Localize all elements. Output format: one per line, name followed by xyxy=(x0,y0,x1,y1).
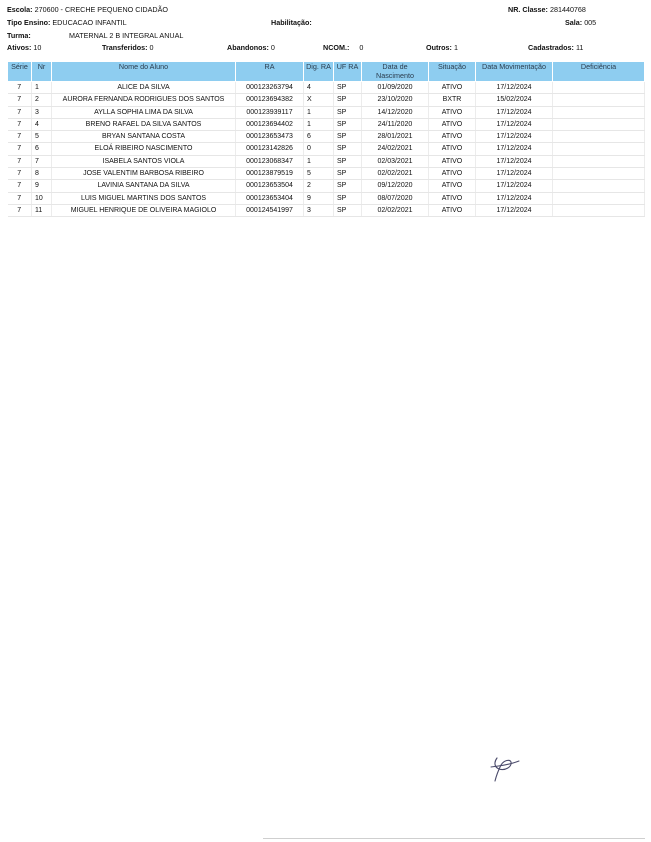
cell-uf-ra: SP xyxy=(334,82,362,94)
cell-serie: 7 xyxy=(8,155,32,167)
cell-movimentacao: 17/12/2024 xyxy=(476,180,553,192)
cell-uf-ra: SP xyxy=(334,204,362,216)
cell-dig-ra: X xyxy=(304,94,334,106)
cell-situacao: ATIVO xyxy=(429,106,476,118)
table-row xyxy=(8,180,645,192)
cell-nascimento: 24/11/2020 xyxy=(362,118,429,130)
outros-label: Outros: xyxy=(426,43,452,52)
table-row xyxy=(8,106,645,118)
table-row xyxy=(8,143,645,155)
cell-uf-ra: SP xyxy=(334,192,362,204)
cell-nascimento: 14/12/2020 xyxy=(362,106,429,118)
cell-situacao: ATIVO xyxy=(429,192,476,204)
table-row xyxy=(8,155,645,167)
cell-dig-ra: 5 xyxy=(304,168,334,180)
cell-nr: 8 xyxy=(32,168,52,180)
cell-ra: 000123142826 xyxy=(236,143,304,155)
cell-serie: 7 xyxy=(8,131,32,143)
cell-ra: 000123653504 xyxy=(236,180,304,192)
cell-deficiencia xyxy=(553,155,645,167)
abandonos-value: 0 xyxy=(270,43,275,52)
cell-nr: 9 xyxy=(32,180,52,192)
cell-nr: 10 xyxy=(32,192,52,204)
cell-serie: 7 xyxy=(8,94,32,106)
transferidos-field xyxy=(102,43,154,52)
cell-deficiencia xyxy=(553,82,645,94)
cell-nr: 6 xyxy=(32,143,52,155)
cell-movimentacao: 17/12/2024 xyxy=(476,168,553,180)
cell-ra: 000123263794 xyxy=(236,82,304,94)
cell-serie: 7 xyxy=(8,82,32,94)
cell-ra: 000123653473 xyxy=(236,131,304,143)
cell-nr: 2 xyxy=(32,94,52,106)
cell-nr: 11 xyxy=(32,204,52,216)
cell-dig-ra: 6 xyxy=(304,131,334,143)
cell-serie: 7 xyxy=(8,118,32,130)
cadastrados-label: Cadastrados: xyxy=(528,43,574,52)
cell-ra: 000123694382 xyxy=(236,94,304,106)
cell-ra: 000124541997 xyxy=(236,204,304,216)
cell-nome: JOSE VALENTIM BARBOSA RIBEIRO xyxy=(52,168,236,180)
cell-nome: ALICE DA SILVA xyxy=(52,82,236,94)
cell-serie: 7 xyxy=(8,143,32,155)
tipo-ensino-value: EDUCACAO INFANTIL xyxy=(52,18,127,27)
col-uf-ra: UF RA xyxy=(334,62,362,82)
cell-dig-ra: 2 xyxy=(304,180,334,192)
cell-movimentacao: 17/12/2024 xyxy=(476,143,553,155)
cell-dig-ra: 9 xyxy=(304,192,334,204)
abandonos-label: Abandonos: xyxy=(227,43,269,52)
cell-situacao: ATIVO xyxy=(429,204,476,216)
escola-label: Escola: xyxy=(7,5,33,14)
col-nr: Nr xyxy=(32,62,52,82)
ncom-value: 0 xyxy=(359,43,364,52)
cell-deficiencia xyxy=(553,94,645,106)
cadastrados-field xyxy=(528,43,583,52)
table-row xyxy=(8,82,645,94)
ncom-field xyxy=(323,43,363,52)
table-row xyxy=(8,168,645,180)
cell-ra: 000123694402 xyxy=(236,118,304,130)
cell-situacao: ATIVO xyxy=(429,118,476,130)
cell-ra: 000123653404 xyxy=(236,192,304,204)
cell-deficiencia xyxy=(553,204,645,216)
cell-uf-ra: SP xyxy=(334,94,362,106)
col-deficiencia: Deficiência xyxy=(553,62,645,82)
col-dig-ra: Dig. RA xyxy=(304,62,334,82)
cell-deficiencia xyxy=(553,131,645,143)
table-row xyxy=(8,204,645,216)
cell-uf-ra: SP xyxy=(334,131,362,143)
cell-movimentacao: 17/12/2024 xyxy=(476,118,553,130)
sala-value: 005 xyxy=(584,18,597,27)
turma-label: Turma: xyxy=(7,31,31,40)
cell-nome: ELOÁ RIBEIRO NASCIMENTO xyxy=(52,143,236,155)
habilitacao-label: Habilitação: xyxy=(271,18,312,27)
cell-serie: 7 xyxy=(8,204,32,216)
cell-nascimento: 08/07/2020 xyxy=(362,192,429,204)
cell-situacao: ATIVO xyxy=(429,168,476,180)
sala-field xyxy=(565,18,596,27)
cell-situacao: BXTR xyxy=(429,94,476,106)
col-movimentacao: Data Movimentação xyxy=(476,62,553,82)
turma-field xyxy=(7,31,31,40)
cell-nome: MIGUEL HENRIQUE DE OLIVEIRA MAGIOLO xyxy=(52,204,236,216)
cell-deficiencia xyxy=(553,106,645,118)
cell-nome: BRENO RAFAEL DA SILVA SANTOS xyxy=(52,118,236,130)
sala-label: Sala: xyxy=(565,18,583,27)
habilitacao-field xyxy=(271,18,312,27)
ativos-field xyxy=(7,43,41,52)
cell-movimentacao: 17/12/2024 xyxy=(476,106,553,118)
cell-nascimento: 01/09/2020 xyxy=(362,82,429,94)
cell-movimentacao: 15/02/2024 xyxy=(476,94,553,106)
signature-icon xyxy=(485,755,521,783)
cell-nome: AYLLA SOPHIA LIMA DA SILVA xyxy=(52,106,236,118)
cell-nome: LAVINIA SANTANA DA SILVA xyxy=(52,180,236,192)
transferidos-value: 0 xyxy=(149,43,154,52)
cell-nr: 1 xyxy=(32,82,52,94)
nr-classe-label: NR. Classe: xyxy=(508,5,548,14)
cell-nome: BRYAN SANTANA COSTA xyxy=(52,131,236,143)
cell-dig-ra: 1 xyxy=(304,155,334,167)
cell-deficiencia xyxy=(553,180,645,192)
cell-nascimento: 02/03/2021 xyxy=(362,155,429,167)
cell-deficiencia xyxy=(553,168,645,180)
cell-deficiencia xyxy=(553,118,645,130)
col-serie: Série xyxy=(8,62,32,82)
cell-serie: 7 xyxy=(8,180,32,192)
cell-uf-ra: SP xyxy=(334,118,362,130)
cell-movimentacao: 17/12/2024 xyxy=(476,192,553,204)
cell-deficiencia xyxy=(553,192,645,204)
table-row xyxy=(8,118,645,130)
abandonos-field xyxy=(227,43,275,52)
cell-nascimento: 02/02/2021 xyxy=(362,168,429,180)
cell-serie: 7 xyxy=(8,192,32,204)
table-row xyxy=(8,131,645,143)
ativos-value: 10 xyxy=(33,43,42,52)
col-nascimento: Data de Nascimento xyxy=(362,62,429,82)
cell-dig-ra: 3 xyxy=(304,204,334,216)
outros-field xyxy=(426,43,458,52)
cell-nascimento: 24/02/2021 xyxy=(362,143,429,155)
cell-nome: LUIS MIGUEL MARTINS DOS SANTOS xyxy=(52,192,236,204)
ativos-label: Ativos: xyxy=(7,43,32,52)
nr-classe-field xyxy=(508,5,586,14)
cell-ra: 000123068347 xyxy=(236,155,304,167)
nr-classe-value: 281440768 xyxy=(549,5,586,14)
students-table xyxy=(7,61,645,217)
cell-movimentacao: 17/12/2024 xyxy=(476,82,553,94)
footer-divider xyxy=(263,838,645,839)
cell-uf-ra: SP xyxy=(334,180,362,192)
cell-nr: 4 xyxy=(32,118,52,130)
transferidos-label: Transferidos: xyxy=(102,43,148,52)
cell-nascimento: 09/12/2020 xyxy=(362,180,429,192)
cell-situacao: ATIVO xyxy=(429,155,476,167)
cell-dig-ra: 4 xyxy=(304,82,334,94)
cell-movimentacao: 17/12/2024 xyxy=(476,131,553,143)
col-ra: RA xyxy=(236,62,304,82)
cell-dig-ra: 0 xyxy=(304,143,334,155)
cell-deficiencia xyxy=(553,143,645,155)
cell-ra: 000123939117 xyxy=(236,106,304,118)
cell-uf-ra: SP xyxy=(334,143,362,155)
cell-ra: 000123879519 xyxy=(236,168,304,180)
cell-nascimento: 02/02/2021 xyxy=(362,204,429,216)
table-header-row xyxy=(8,62,645,82)
cell-nascimento: 28/01/2021 xyxy=(362,131,429,143)
cell-nr: 5 xyxy=(32,131,52,143)
cell-movimentacao: 17/12/2024 xyxy=(476,155,553,167)
table-row xyxy=(8,192,645,204)
cell-nr: 3 xyxy=(32,106,52,118)
cell-serie: 7 xyxy=(8,168,32,180)
cell-nome: AURORA FERNANDA RODRIGUES DOS SANTOS xyxy=(52,94,236,106)
tipo-ensino-label: Tipo Ensino: xyxy=(7,18,51,27)
escola-value: 270600 - CRECHE PEQUENO CIDADÃO xyxy=(34,5,168,14)
cell-situacao: ATIVO xyxy=(429,131,476,143)
cell-situacao: ATIVO xyxy=(429,180,476,192)
cell-uf-ra: SP xyxy=(334,155,362,167)
cell-situacao: ATIVO xyxy=(429,143,476,155)
escola-field xyxy=(7,5,168,14)
outros-value: 1 xyxy=(453,43,458,52)
turma-value: MATERNAL 2 B INTEGRAL ANUAL xyxy=(69,31,184,40)
ncom-label: NCOM.: xyxy=(323,43,350,52)
cell-dig-ra: 1 xyxy=(304,106,334,118)
cell-uf-ra: SP xyxy=(334,168,362,180)
tipo-ensino-field xyxy=(7,18,127,27)
cell-serie: 7 xyxy=(8,106,32,118)
cell-situacao: ATIVO xyxy=(429,82,476,94)
col-nome: Nome do Aluno xyxy=(52,62,236,82)
cell-dig-ra: 1 xyxy=(304,118,334,130)
col-situacao: Situação xyxy=(429,62,476,82)
table-row xyxy=(8,94,645,106)
cell-nascimento: 23/10/2020 xyxy=(362,94,429,106)
cell-nome: ISABELA SANTOS VIOLA xyxy=(52,155,236,167)
cell-movimentacao: 17/12/2024 xyxy=(476,204,553,216)
cell-nr: 7 xyxy=(32,155,52,167)
cell-uf-ra: SP xyxy=(334,106,362,118)
cadastrados-value: 11 xyxy=(575,43,584,52)
